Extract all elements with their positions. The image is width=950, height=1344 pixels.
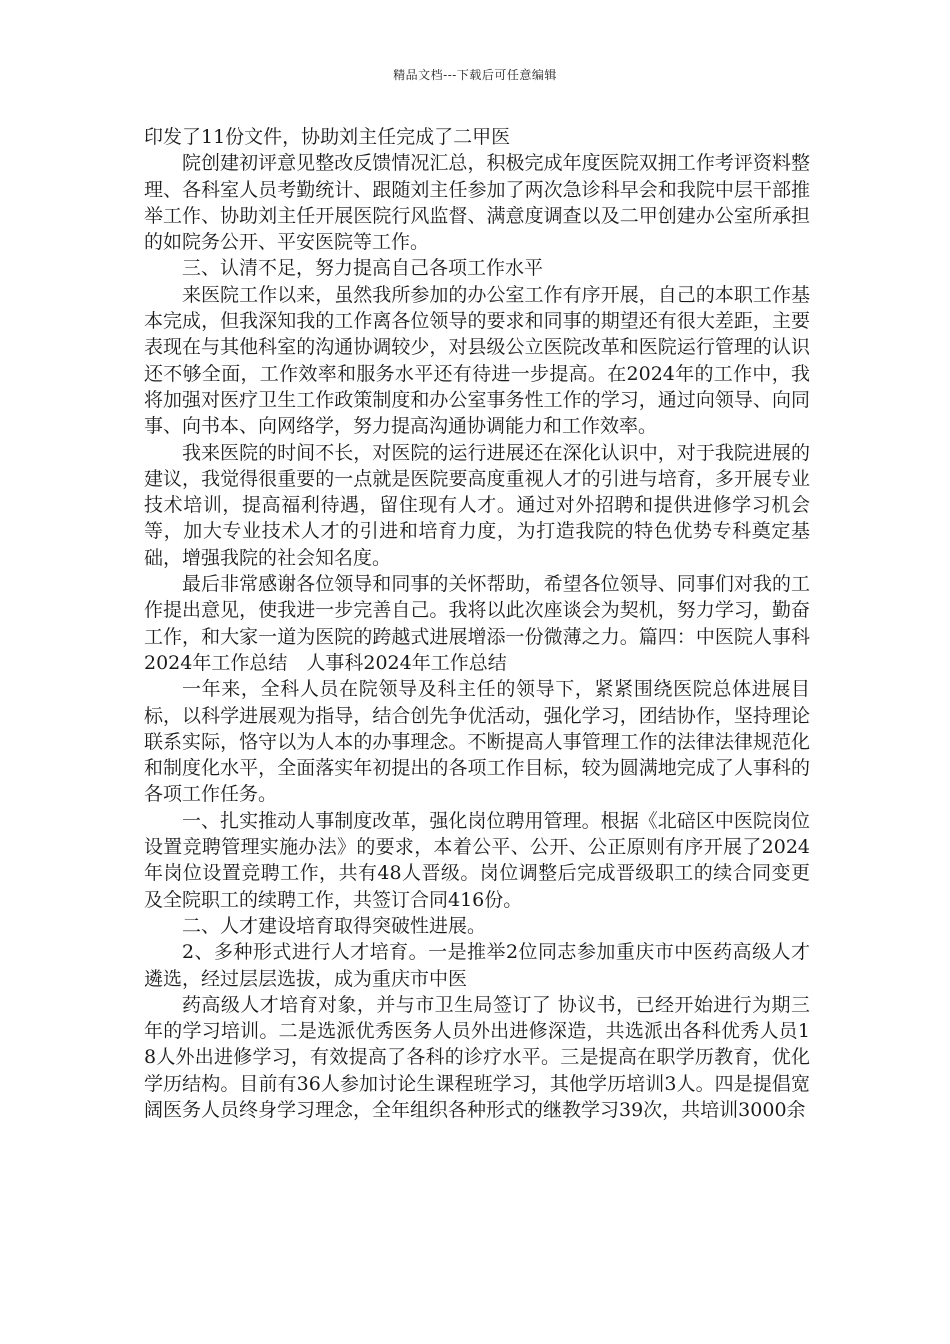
paragraph-6: 最后非常感谢各位领导和同事的关怀帮助，希望各位领导、同事们对我的工作提出意见，使我进一步完善自己。我将以此次座谈会为契机，努力学习，勤奋工作，和大家一道为医院的跨越式进展增添一份微薄之力。篇四：中医院人事科2024年工作总结 人事科2024年工作总结 [144, 573, 810, 674]
paragraph-11: 药高级人才培育对象，并与市卫生局签订了 协议书，已经开始进行为期三年的学习培训。二是选派优秀医务人员外出进修深造，共选派出各科优秀人员18人外出进修学习，有效提高了各科的诊疗水平。三是提高在职学历教育，优化学历结构。目前有36人参加讨论生课程班学习，其他学历培训3人。四是提倡宽阔医务人员终身学习理念，全年组织各种形式的继教学习39次，共培训3000余 [144, 993, 810, 1121]
paragraph-2: 院创建初评意见整改反馈情况汇总，积极完成年度医院双拥工作考评资料整理、各科室人员考勤统计、跟随刘主任参加了两次急诊科早会和我院中层干部推举工作、协助刘主任开展医院行风监督、满意度调查以及二甲创建办公室所承担的如院务公开、平安医院等工作。 [144, 152, 810, 254]
paragraph-8: 一、扎实推动人事制度改革，强化岗位聘用管理。根据《北碚区中医院岗位设置竞聘管理实施办法》的要求，本着公平、公开、公正原则有序开展了2024年岗位设置竞聘工作，共有48人晋级。岗位调整后完成晋级职工的续合同变更及全院职工的续聘工作，共签订合同416份。 [144, 809, 810, 911]
section-heading-3: 三、认清不足，努力提高自己各项工作水平 [182, 257, 544, 280]
document-body [144, 124, 810, 1123]
paragraph-7: 一年来，全科人员在院领导及科主任的领导下，紧紧围绕医院总体进展目标，以科学进展观为指导，结合创先争优活动，强化学习，团结协作，坚持理论联系实际，恪守以为人本的办事理念。不断提高人事管理工作的法律法律规范化和制度化水平，全面落实年初提出的各项工作目标，较为圆满地完成了人事科的各项工作任务。 [144, 678, 810, 806]
section-heading-9: 二、人才建设培育取得突破性进展。 [182, 914, 487, 937]
paragraph-4: 来医院工作以来，虽然我所参加的办公室工作有序开展，自己的本职工作基本完成，但我深知我的工作离各位领导的要求和同事的期望还有很大差距，主要表现在与其他科室的沟通协调较少，对县级公立医院改革和医院运行管理的认识还不够全面，工作效率和服务水平还有待进一步提高。在2024年的工作中，我将加强对医疗卫生工作政策制度和办公室事务性工作的学习，通过向领导、向同事、向书本、向网络学，努力提高沟通协调能力和工作效率。 [144, 283, 810, 438]
paragraph-10: 2、多种形式进行人才培育。一是推举2位同志参加重庆市中医药高级人才遴选，经过层层选拔，成为重庆市中医 [144, 941, 810, 990]
page-header: 精品文档---下载后可任意编辑 [393, 68, 557, 82]
paragraph-1: 印发了11份文件，协助刘主任完成了二甲医 [144, 126, 511, 148]
paragraph-5: 我来医院的时间不长，对医院的运行进展还在深化认识中，对于我院进展的建议，我觉得很重要的一点就是医院要高度重视人才的引进与培育，多开展专业技术培训，提高福利待遇，留住现有人才。通过对外招聘和提供进修学习机会等，加大专业技术人才的引进和培育力度，为打造我院的特色优势专科奠定基础，增强我院的社会知名度。 [144, 441, 810, 569]
